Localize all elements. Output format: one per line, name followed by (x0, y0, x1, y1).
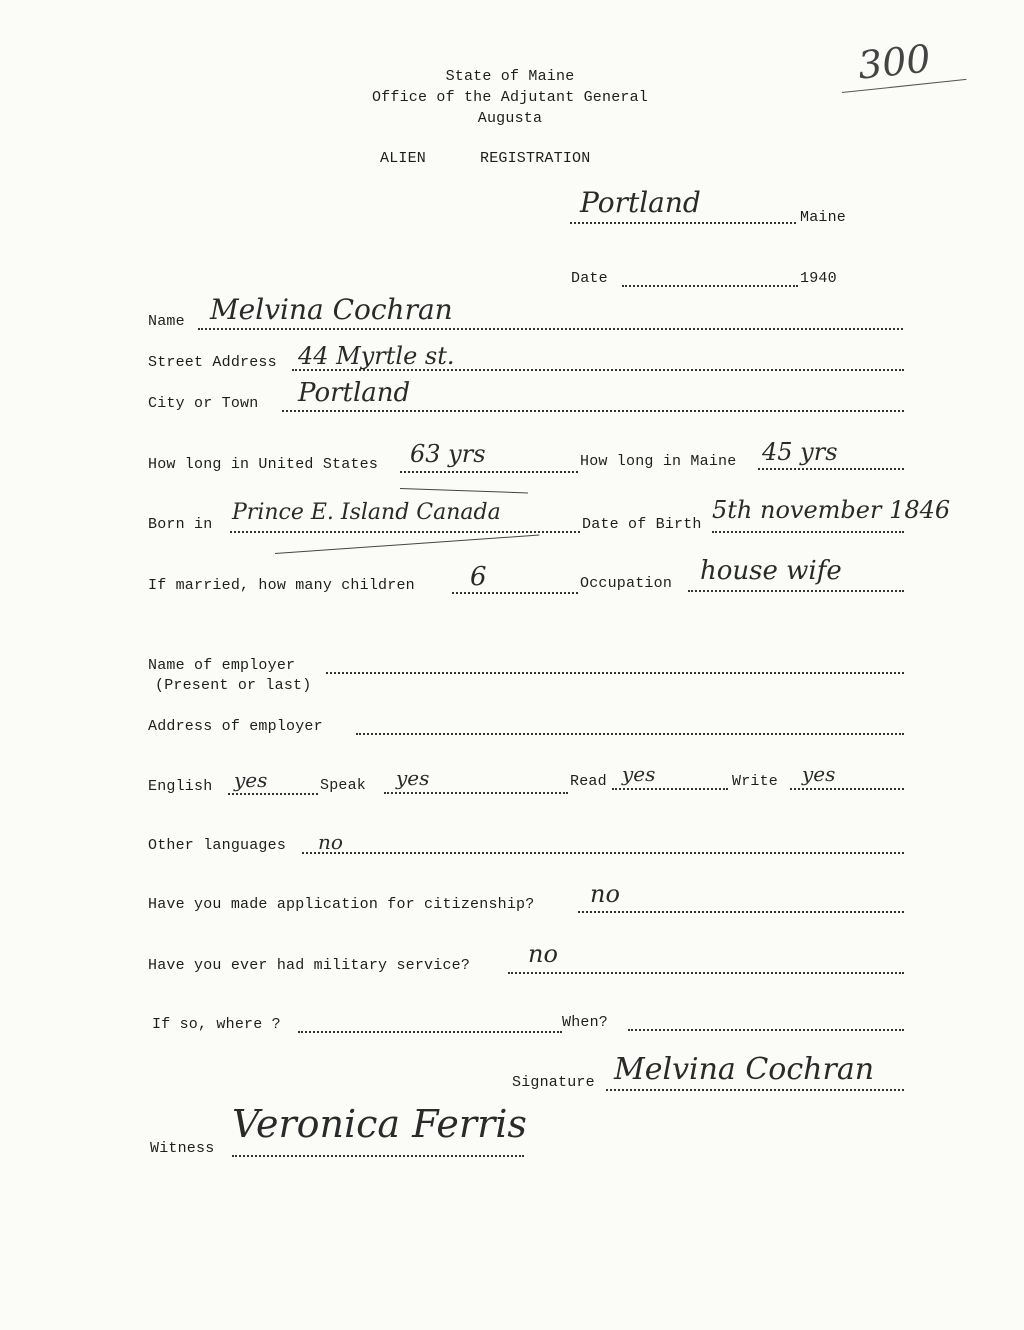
witness-dots (232, 1155, 524, 1157)
children-label: If married, how many children (148, 577, 415, 594)
speak-dots (384, 792, 568, 794)
where-label: If so, where ? (152, 1016, 281, 1033)
name-label: Name (148, 313, 185, 330)
employer-address-label: Address of employer (148, 718, 323, 735)
dob-dots (712, 531, 904, 533)
occupation-value: house wife (700, 556, 842, 586)
speak-value: yes (396, 766, 430, 790)
how-long-me-dots (758, 468, 904, 470)
where-dots (298, 1031, 562, 1033)
how-long-us-dots (400, 471, 578, 473)
date-dots (622, 285, 798, 287)
children-value: 6 (470, 562, 487, 592)
read-dots (612, 788, 728, 790)
file-number: 300 (855, 36, 933, 88)
born-label: Born in (148, 516, 213, 533)
when-label: When? (562, 1014, 609, 1031)
when-dots (628, 1029, 904, 1031)
employer-label: Name of employer (148, 657, 296, 674)
city-label: City or Town (148, 395, 259, 412)
place-state-label: Maine (800, 209, 847, 226)
born-value: Prince E. Island Canada (232, 500, 501, 525)
how-long-us-label: How long in United States (148, 456, 379, 473)
citizenship-dots (578, 911, 904, 913)
other-lang-value: no (318, 830, 343, 854)
born-dots (230, 531, 580, 533)
place-city-value: Portland (580, 186, 701, 219)
city-value: Portland (298, 378, 411, 408)
name-dots (198, 328, 903, 330)
occupation-dots (688, 590, 904, 592)
read-label: Read (570, 773, 607, 790)
write-label: Write (732, 773, 779, 790)
write-value: yes (802, 762, 836, 786)
english-dots (228, 793, 318, 795)
employer-address-dots (356, 733, 904, 735)
header-state: State of Maine (445, 68, 575, 85)
speak-label: Speak (320, 777, 367, 794)
employer-sublabel: (Present or last) (155, 677, 312, 694)
name-value: Melvina Cochran (210, 293, 453, 326)
header-city: Augusta (477, 110, 543, 127)
citizenship-value: no (590, 880, 620, 908)
how-long-me-label: How long in Maine (580, 453, 737, 470)
dob-label: Date of Birth (582, 516, 702, 533)
how-long-us-underline (400, 488, 528, 493)
how-long-us-value: 63 yrs (410, 440, 486, 468)
military-label: Have you ever had military service? (148, 957, 471, 974)
witness-value: Veronica Ferris (232, 1102, 527, 1146)
date-year: 1940 (800, 270, 837, 287)
signature-label: Signature (512, 1074, 595, 1091)
date-label: Date (571, 270, 608, 287)
children-dots (452, 592, 578, 594)
street-value: 44 Myrtle st. (298, 342, 455, 370)
employer-dots (326, 672, 904, 674)
witness-label: Witness (150, 1140, 215, 1157)
signature-dots (606, 1089, 904, 1091)
citizenship-label: Have you made application for citizenship? (148, 896, 535, 913)
occupation-label: Occupation (580, 575, 673, 592)
city-dots (282, 410, 904, 412)
how-long-me-value: 45 yrs (762, 438, 838, 466)
dob-value: 5th november 1846 (712, 496, 951, 524)
born-underline (275, 535, 539, 554)
street-label: Street Address (148, 354, 277, 371)
form-title-alien: ALIEN (380, 150, 427, 167)
military-value: no (528, 940, 558, 968)
read-value: yes (622, 762, 656, 786)
other-lang-dots (302, 852, 904, 854)
military-dots (508, 972, 904, 974)
place-dots (570, 222, 796, 224)
signature-value: Melvina Cochran (614, 1052, 875, 1087)
header-office: Office of the Adjutant General (371, 89, 649, 106)
english-label: English (148, 778, 213, 795)
other-lang-label: Other languages (148, 837, 287, 854)
form-title-registration: REGISTRATION (480, 150, 591, 167)
english-value: yes (234, 768, 268, 792)
write-dots (790, 788, 904, 790)
